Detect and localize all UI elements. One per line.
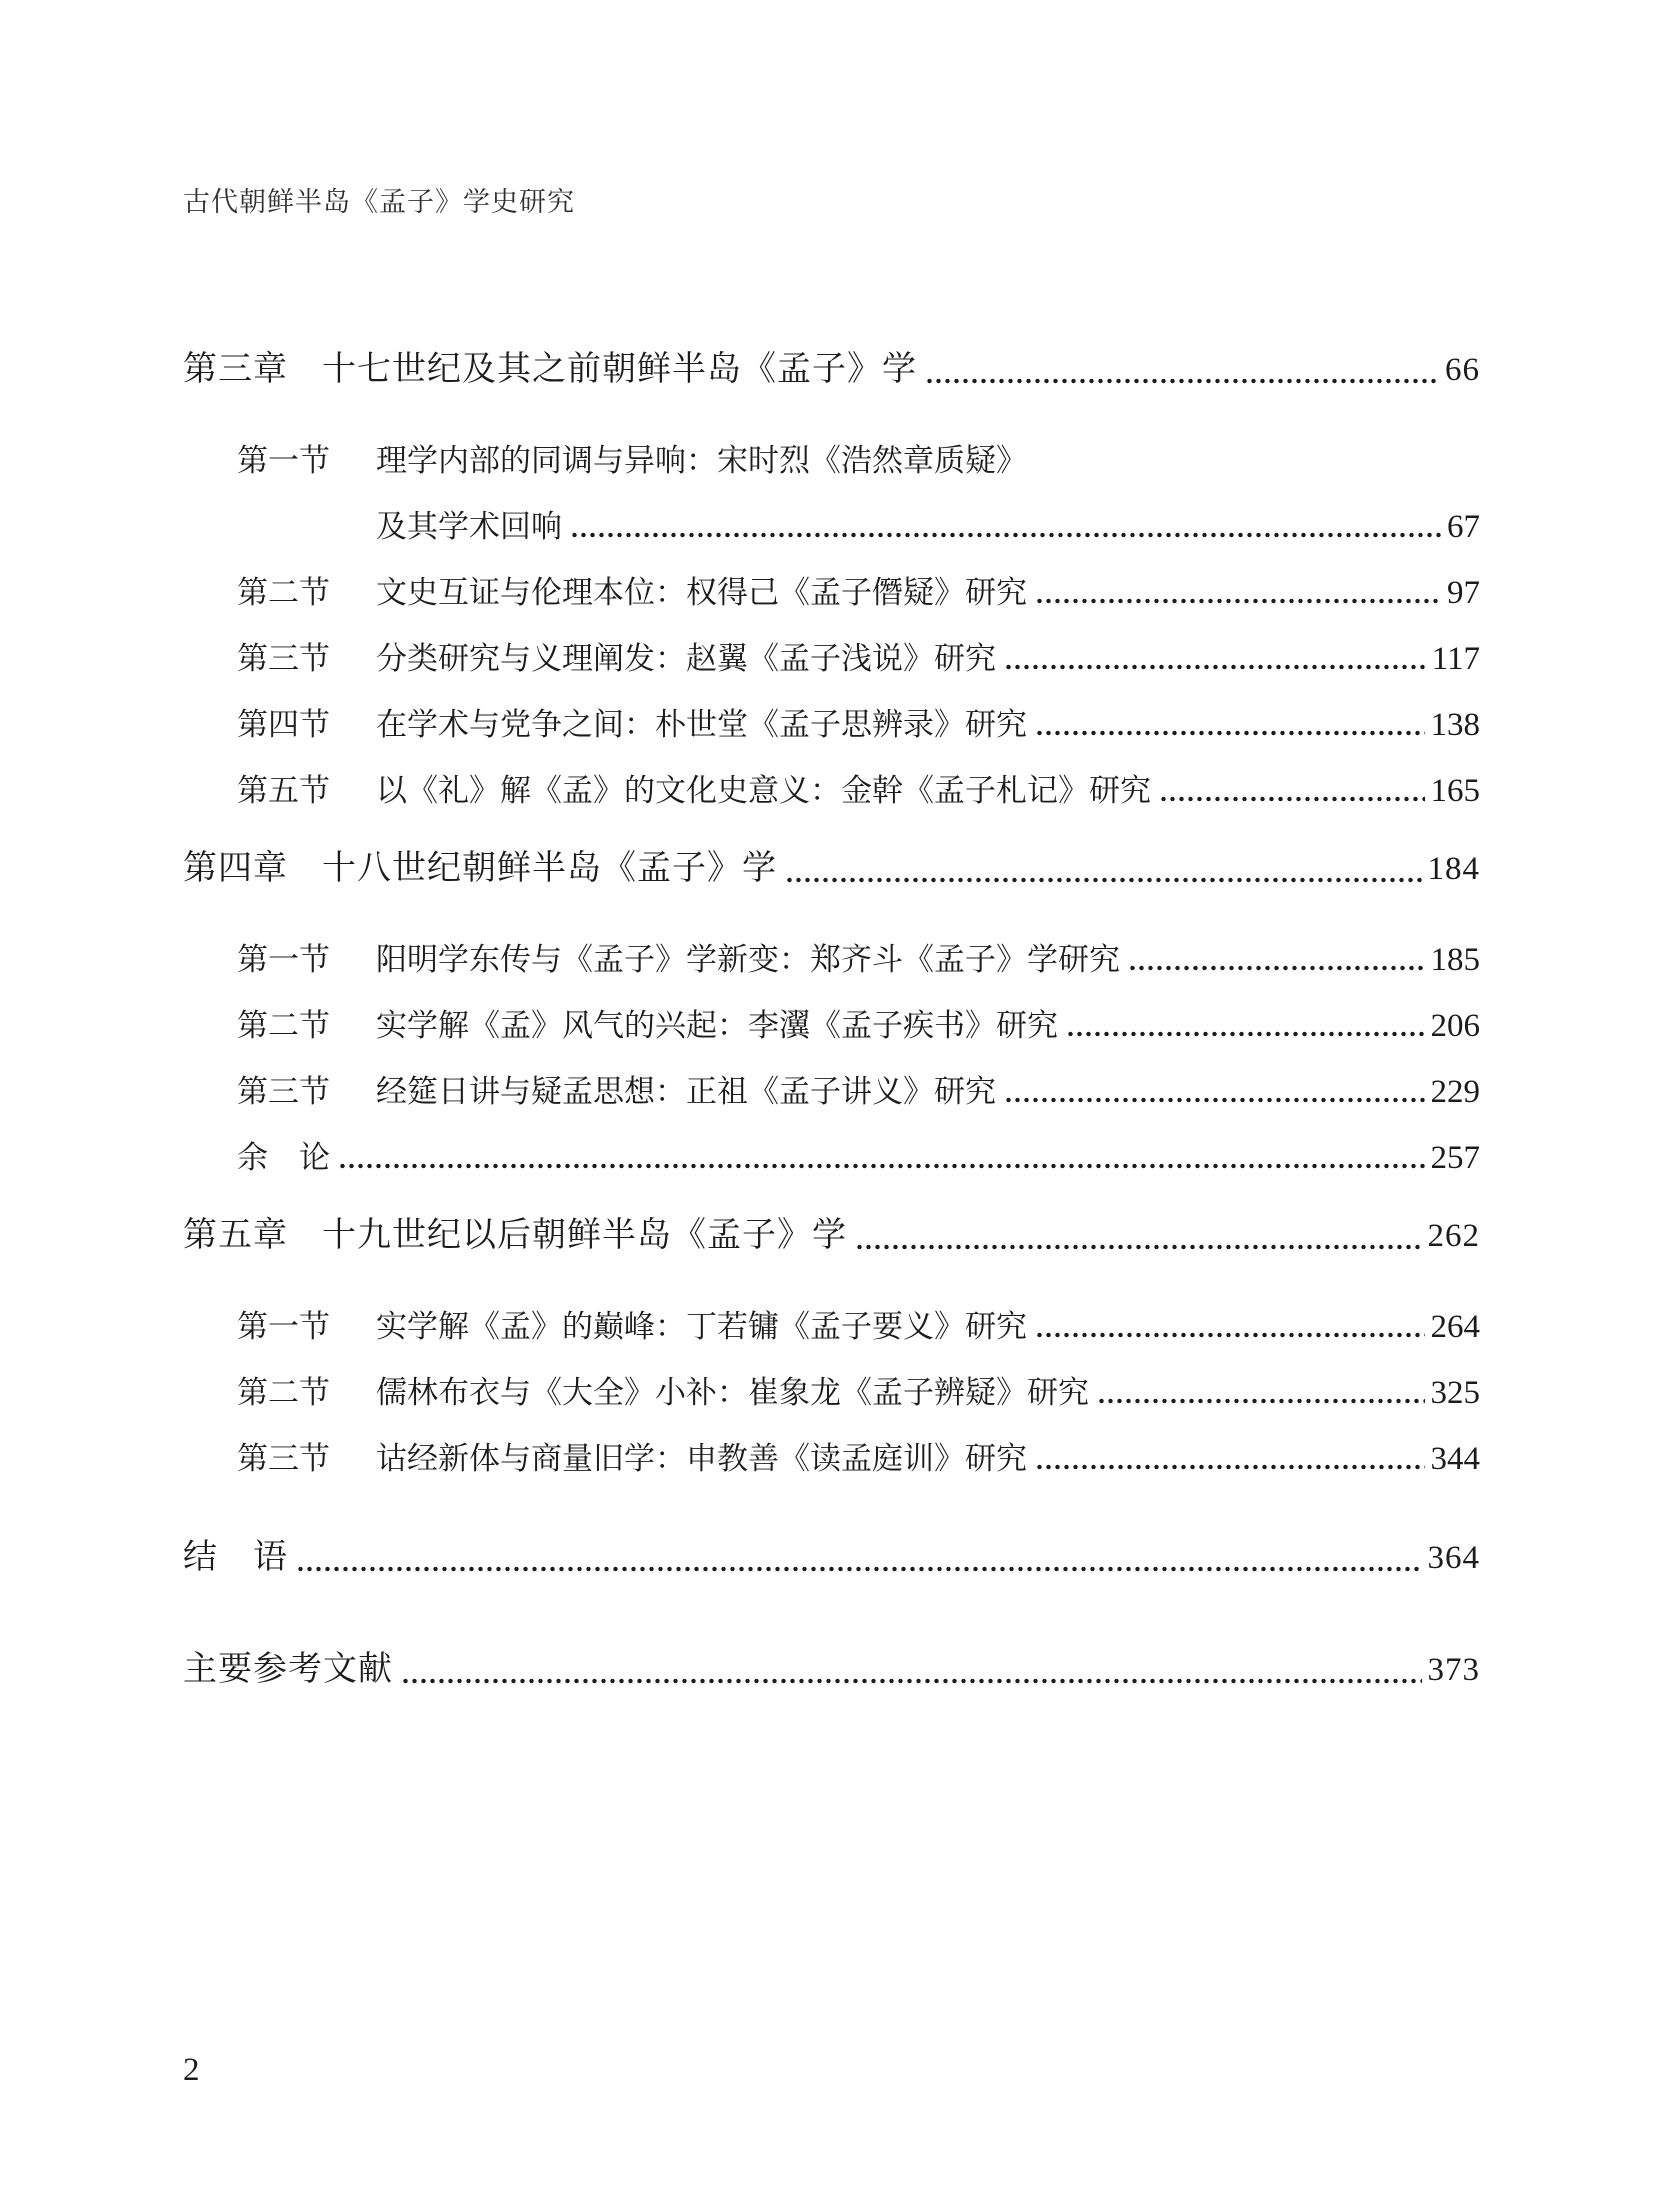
section-title: 诂经新体与商量旧学：申教善《读孟庭训》研究 (376, 1441, 1027, 1476)
dot-leader (1159, 796, 1425, 802)
toc-section-row (183, 573, 1480, 613)
toc-section-row (183, 1307, 1480, 1347)
page-number: 184 (1427, 851, 1480, 887)
page-number: 185 (1430, 942, 1480, 978)
dot-leader (296, 1566, 1422, 1572)
page-number: 229 (1430, 1074, 1480, 1110)
toc-section-row (183, 441, 1480, 481)
section-title: 儒林布衣与《大全》小补：崔象龙《孟子辨疑》研究 (376, 1375, 1089, 1410)
page-number: 373 (1427, 1652, 1480, 1688)
footer-page-number: 2 (183, 2052, 200, 2088)
section-label: 第二节 (237, 575, 330, 610)
page-number: 206 (1430, 1008, 1480, 1044)
page-number: 97 (1447, 575, 1480, 611)
chapter-title: 十九世纪以后朝鲜半岛《孟子》学 (322, 1217, 847, 1254)
dot-leader (785, 877, 1422, 883)
chapter-label: 第三章 (183, 351, 288, 388)
toc-section-row (183, 705, 1480, 745)
toc-section-row (183, 1373, 1480, 1413)
section-title: 实学解《孟》的巅峰：丁若镛《孟子要义》研究 (376, 1309, 1027, 1344)
dot-leader (1097, 1398, 1425, 1404)
section-title: 实学解《孟》风气的兴起：李瀷《孟子疾书》研究 (376, 1008, 1058, 1043)
section-label: 第一节 (237, 1309, 330, 1344)
dot-leader (1066, 1031, 1425, 1037)
extra-entry-title: 余 论 (237, 1140, 330, 1175)
running-header: 古代朝鲜半岛《孟子》学史研究 (183, 187, 575, 217)
toc-section-row (183, 771, 1480, 811)
dot-leader (570, 532, 1441, 538)
toc-section-row (183, 1439, 1480, 1479)
toc-chapter-row (183, 846, 1480, 892)
page-number: 364 (1427, 1540, 1480, 1576)
section-title: 阳明学东传与《孟子》学新变：郑齐斗《孟子》学研究 (376, 942, 1120, 977)
page-number: 257 (1430, 1140, 1480, 1176)
section-label: 第一节 (237, 443, 330, 478)
chapter-label: 第五章 (183, 1217, 288, 1254)
page-number: 262 (1427, 1218, 1480, 1254)
section-label: 第五节 (237, 773, 330, 808)
toc-chapter-row (183, 1213, 1480, 1259)
page-number: 117 (1431, 641, 1480, 677)
section-title: 分类研究与义理阐发：赵翼《孟子浅说》研究 (376, 641, 996, 676)
toc-extra-entry-row (183, 1138, 1480, 1178)
toc-section-row (183, 639, 1480, 679)
section-label: 第二节 (237, 1008, 330, 1043)
section-label: 第二节 (237, 1375, 330, 1410)
dot-leader (1128, 965, 1425, 971)
chapter-title: 十八世纪朝鲜半岛《孟子》学 (322, 850, 777, 887)
page-number: 344 (1430, 1441, 1480, 1477)
dot-leader (855, 1244, 1422, 1250)
toc-section-row (183, 1072, 1480, 1112)
page-number: 138 (1430, 707, 1480, 743)
page-number: 66 (1445, 352, 1480, 388)
dot-leader (1035, 730, 1425, 736)
section-label: 第三节 (237, 1441, 330, 1476)
section-title-continuation: 及其学术回响 (376, 509, 562, 544)
dot-leader (1035, 1332, 1425, 1338)
section-label: 第三节 (237, 641, 330, 676)
page-content (183, 0, 1480, 1719)
page-number: 325 (1430, 1375, 1480, 1411)
chapter-label: 第四章 (183, 850, 288, 887)
dot-leader (401, 1678, 1422, 1684)
section-label: 第一节 (237, 942, 330, 977)
toc-section-row (183, 940, 1480, 980)
page-number: 165 (1430, 773, 1480, 809)
dot-leader (1035, 598, 1441, 604)
closing-title: 结 语 (183, 1539, 288, 1576)
dot-leader (338, 1163, 1425, 1169)
page-number: 264 (1430, 1309, 1480, 1345)
section-title: 文史互证与伦理本位：权得己《孟子僭疑》研究 (376, 575, 1027, 610)
chapter-title: 十七世纪及其之前朝鲜半岛《孟子》学 (322, 351, 917, 388)
dot-leader (1035, 1464, 1425, 1470)
section-title: 在学术与党争之间：朴世堂《孟子思辨录》研究 (376, 707, 1027, 742)
dot-leader (925, 378, 1439, 384)
toc-closing-row (183, 1647, 1480, 1693)
dot-leader (1004, 664, 1426, 670)
toc-section-row (183, 1006, 1480, 1046)
section-title: 理学内部的同调与异响：宋时烈《浩然章质疑》 (376, 443, 1027, 478)
toc-section-continuation-row (183, 507, 1480, 547)
toc-closing-row (183, 1535, 1480, 1581)
page-number: 67 (1447, 509, 1480, 545)
section-label: 第三节 (237, 1074, 330, 1109)
closing-title: 主要参考文献 (183, 1651, 393, 1688)
section-title: 以《礼》解《孟》的文化史意义：金幹《孟子札记》研究 (376, 773, 1151, 808)
section-title: 经筵日讲与疑孟思想：正祖《孟子讲义》研究 (376, 1074, 996, 1109)
section-label: 第四节 (237, 707, 330, 742)
toc-chapter-row (183, 347, 1480, 393)
dot-leader (1004, 1097, 1425, 1103)
